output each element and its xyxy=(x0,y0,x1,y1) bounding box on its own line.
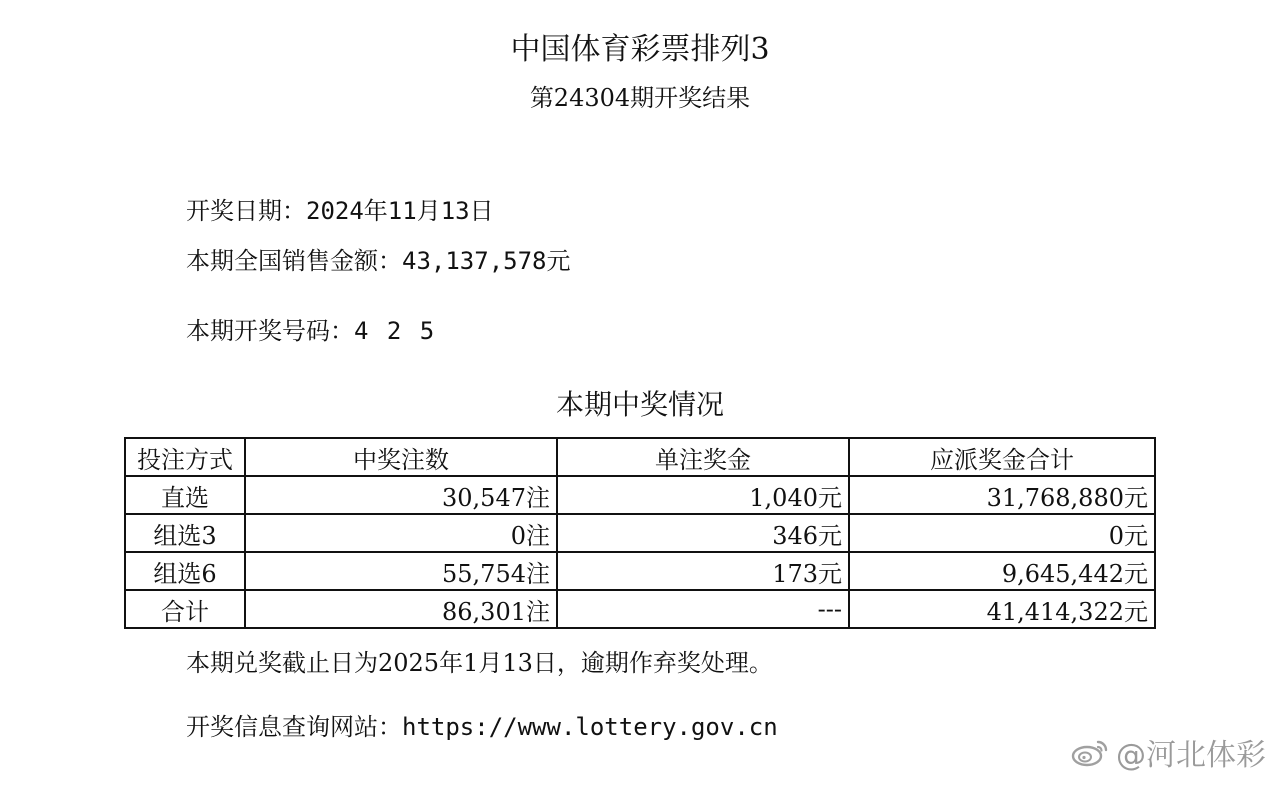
table-row xyxy=(125,552,1155,590)
table-row xyxy=(125,514,1155,552)
sales-amount-line xyxy=(186,244,571,278)
website-label: 开奖信息查询网站： xyxy=(186,713,402,741)
watermark xyxy=(1070,730,1266,774)
table-cell: 0元 xyxy=(849,514,1155,552)
prize-table xyxy=(124,437,1156,629)
table-cell: --- xyxy=(557,590,849,628)
prize-section-title: 本期中奖情况 xyxy=(555,388,724,421)
table-row xyxy=(125,590,1155,628)
website-link[interactable]: https://www.lottery.gov.cn xyxy=(402,713,778,741)
winning-numbers-value: 4 2 5 xyxy=(354,317,437,345)
table-cell: 86,301注 xyxy=(245,590,557,628)
column-header-bet-type: 投注方式 xyxy=(125,438,245,476)
table-cell: 1,040元 xyxy=(557,476,849,514)
winning-numbers-label: 本期开奖号码： xyxy=(186,317,354,345)
winning-numbers-line xyxy=(186,314,436,348)
draw-date-value: 2024年11月13日 xyxy=(306,197,494,225)
draw-issue-subtitle: 第24304期开奖结果 xyxy=(529,84,751,112)
column-header-total-payout: 应派奖金合计 xyxy=(849,438,1155,476)
page-title: 中国体育彩票排列3 xyxy=(510,32,770,67)
weibo-icon xyxy=(1070,737,1110,767)
table-cell: 直选 xyxy=(125,476,245,514)
column-header-prize-per-bet: 单注奖金 xyxy=(557,438,849,476)
table-cell: 30,547注 xyxy=(245,476,557,514)
redemption-deadline-text: 本期兑奖截止日为2025年1月13日，逾期作弃奖处理。 xyxy=(186,649,773,677)
table-cell: 组选3 xyxy=(125,514,245,552)
sales-amount-value: 43,137,578元 xyxy=(402,247,571,275)
column-header-winning-count: 中奖注数 xyxy=(245,438,557,476)
sales-amount-label: 本期全国销售金额： xyxy=(186,247,402,275)
table-cell: 173元 xyxy=(557,552,849,590)
watermark-text: @河北体彩 xyxy=(1116,738,1266,773)
table-cell: 9,645,442元 xyxy=(849,552,1155,590)
table-header-row xyxy=(125,438,1155,476)
draw-date-label: 开奖日期： xyxy=(186,197,306,225)
table-cell: 346元 xyxy=(557,514,849,552)
table-cell: 41,414,322元 xyxy=(849,590,1155,628)
draw-date-line xyxy=(186,194,494,228)
table-cell: 合计 xyxy=(125,590,245,628)
website-line xyxy=(186,710,778,744)
table-cell: 31,768,880元 xyxy=(849,476,1155,514)
table-row xyxy=(125,476,1155,514)
table-cell: 55,754注 xyxy=(245,552,557,590)
table-cell: 0注 xyxy=(245,514,557,552)
table-cell: 组选6 xyxy=(125,552,245,590)
